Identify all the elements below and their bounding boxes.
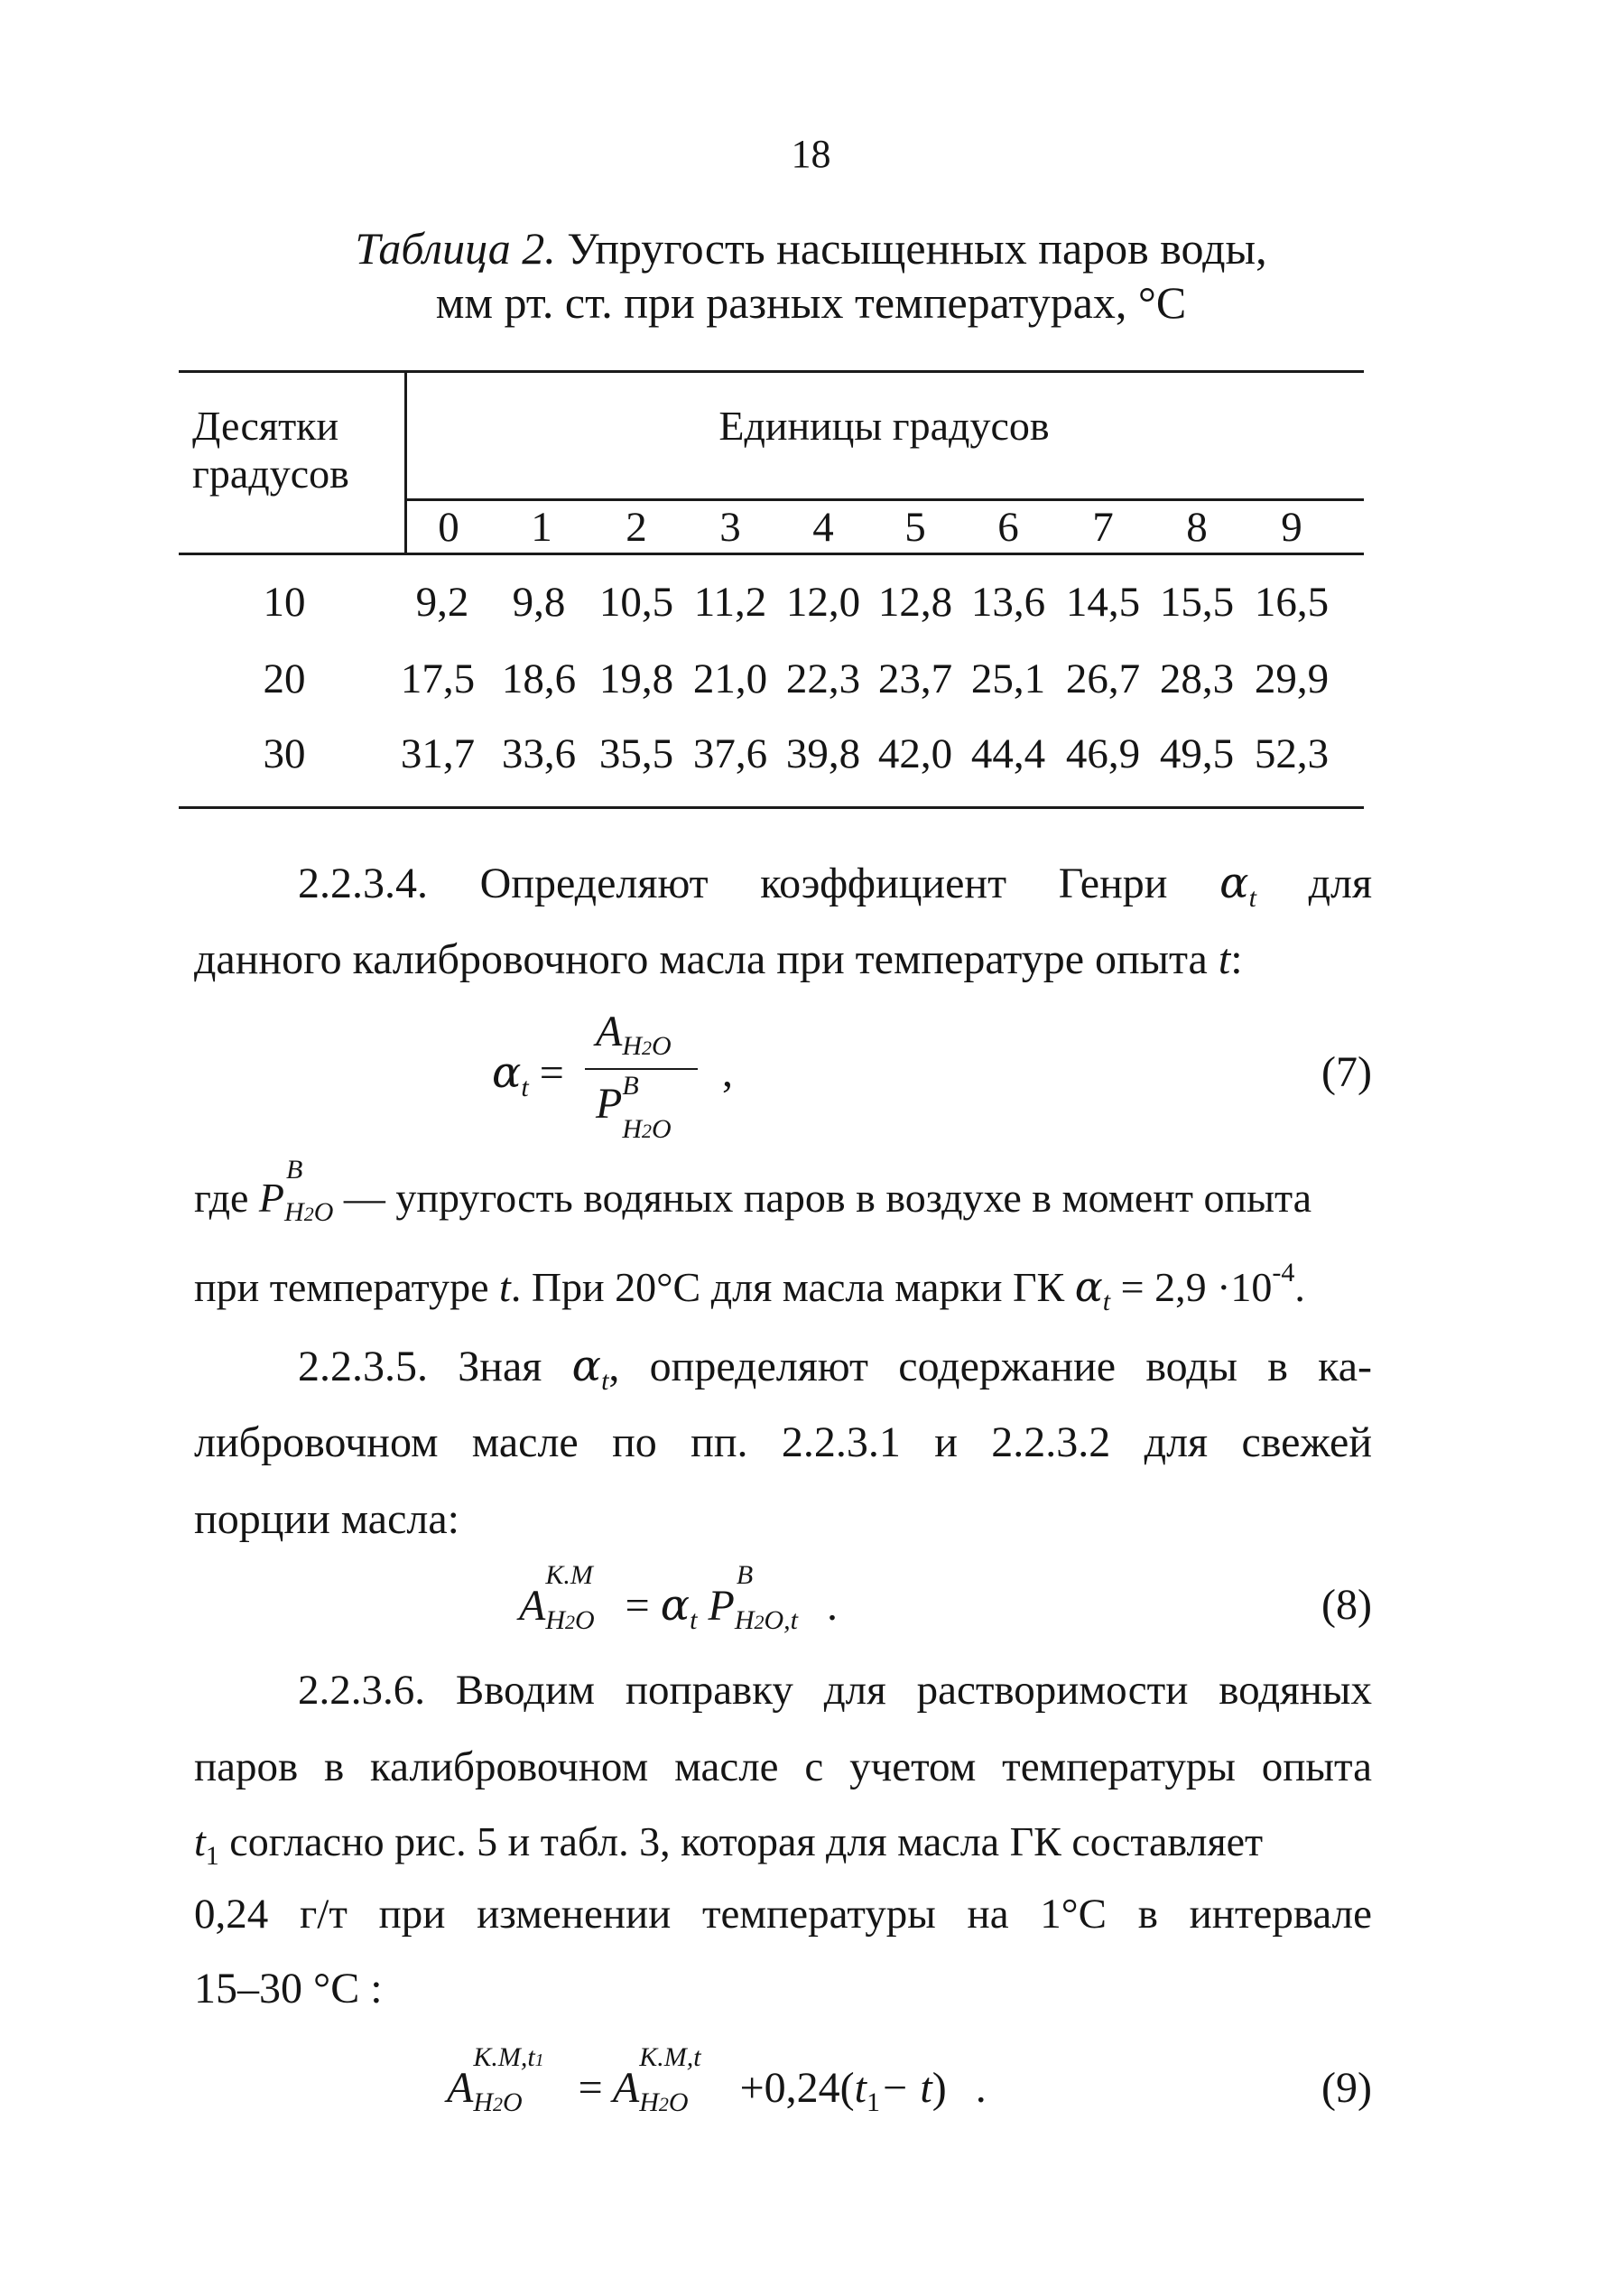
table-cell: 25,1	[970, 655, 1046, 702]
page-number: 18	[791, 132, 831, 176]
table-col-header: 7	[1092, 504, 1114, 551]
table-cell: 46,9	[1065, 730, 1141, 777]
table-row-label: 10	[263, 579, 306, 626]
table-col-header: 6	[997, 504, 1019, 551]
table-caption-text1: Упругость насыщенных паров воды,	[567, 223, 1267, 274]
eq7-denominator: P B $_{H2O}$	[596, 1071, 672, 1144]
table-row-label: 20	[263, 655, 306, 702]
table-cell: 29,9	[1254, 655, 1330, 702]
paragraph-2235-line3: порции масла:	[194, 1495, 459, 1543]
paragraph-2236-line1: 2.2.3.6. Вводим поправку для растворимости водяных	[298, 1667, 1372, 1714]
table-cell: 16,5	[1254, 579, 1330, 626]
word: для	[1308, 860, 1373, 907]
table-cell: 33,6	[501, 730, 577, 777]
table-col-header: 2	[626, 504, 647, 551]
alpha-t-symbol: $\alpha_t$, определяют содержание воды в ка-	[571, 1341, 1373, 1396]
table-cell: 44,4	[970, 730, 1046, 777]
table-cell: 9,8	[512, 579, 566, 626]
word: Определяют	[479, 860, 709, 907]
eq9-number: (9)	[1321, 2064, 1372, 2112]
table-subheader-rule	[404, 498, 1364, 501]
table-col-header: 9	[1281, 504, 1302, 551]
eq7-lhs: $\alpha_t$ =	[492, 1047, 564, 1102]
table-cell: 13,6	[970, 579, 1046, 626]
table-col-header: 0	[438, 504, 459, 551]
eq8: A K.M $_{H2O} = \alpha_t$ P B $_{H2O,t}$ .	[519, 1560, 839, 1635]
table-cell: 9,2	[415, 579, 469, 626]
paragraph-2236-line5: 15–30 °С :	[194, 1965, 383, 2012]
table-cell: 12,0	[785, 579, 861, 626]
table-cell: 22,3	[785, 655, 861, 702]
eq7-number: (7)	[1321, 1048, 1372, 1096]
eq9: A K.M,t1 $_{H2O}$ = A K.M,t $_{H2O} +0,24(t_1- t)$ .	[447, 2042, 987, 2117]
table-cell: 26,7	[1065, 655, 1141, 702]
table-top-rule	[179, 370, 1364, 373]
table-bottom-rule	[179, 806, 1364, 809]
eq7-numerator: $A_{H2O}$	[596, 1008, 672, 1061]
table-caption-line2: мм рт. ст. при разных температурах, °C	[435, 277, 1187, 328]
eq8-number: (8)	[1321, 1581, 1372, 1629]
table-col-header: 3	[719, 504, 741, 551]
table-col-header: 8	[1186, 504, 1208, 551]
table-col-header: 4	[812, 504, 834, 551]
table-row-header-line2: градусов	[192, 451, 349, 497]
table-cell: 31,7	[400, 730, 476, 777]
table-cell: 28,3	[1159, 655, 1235, 702]
table-cell: 18,6	[501, 655, 577, 702]
paragraph-2235-line1: 2.2.3.5. Зная $\alpha_t$, определяют содержание воды в ка-	[298, 1341, 1373, 1396]
table-cell: 23,7	[877, 655, 953, 702]
word: коэффициент	[760, 860, 1007, 907]
table-caption-line1	[0, 221, 1622, 275]
table-header-rule	[179, 553, 1364, 555]
table-cell: 11,2	[693, 579, 767, 626]
table-cell: 15,5	[1159, 579, 1235, 626]
table-cell: 39,8	[785, 730, 861, 777]
table-col-header: 1	[531, 504, 552, 551]
paragraph-2234-line1	[298, 858, 1372, 914]
table-cell: 35,5	[598, 730, 674, 777]
eq7-comma: ,	[722, 1048, 733, 1096]
where-line1: где P B $_{H2O}$ — упругость водяных паров в воздухе в момент опыта	[194, 1155, 1312, 1227]
table-caption-label: Таблица 2.	[355, 223, 556, 274]
table-row-label: 30	[263, 730, 306, 777]
paragraph-2236-line2: паров в калибровочном масле с учетом температуры опыта	[194, 1743, 1372, 1790]
table-cell: 10,5	[598, 579, 674, 626]
word: 2.2.3.4.	[298, 860, 428, 907]
table-cell: 49,5	[1159, 730, 1235, 777]
eq7-fraction-bar	[585, 1068, 698, 1070]
alpha-t-symbol: $\alpha_t$	[1219, 858, 1256, 913]
word: Генри	[1058, 860, 1168, 907]
table-col-header: 5	[904, 504, 926, 551]
table-row-header-line1: Десятки	[192, 403, 339, 449]
paragraph-2236-line3: $t_1$ согласно рис. 5 и табл. 3, которая для масла ГК составляет	[194, 1818, 1264, 1871]
table-cell: 17,5	[400, 655, 476, 702]
paragraph-2235-line2: либровочном масле по пп. 2.2.3.1 и 2.2.3.2 для свежей	[194, 1418, 1372, 1466]
table-cell: 19,8	[598, 655, 674, 702]
paragraph-2236-line4: 0,24 г/т при изменении температуры на 1°С в интервале	[194, 1891, 1372, 1938]
paragraph-2234-line2: данного калибровочного масла при температуре опыта t:	[194, 935, 1243, 983]
table-cell: 52,3	[1254, 730, 1330, 777]
table-cell: 42,0	[877, 730, 953, 777]
table-cell: 12,8	[877, 579, 953, 626]
table-cell: 37,6	[692, 730, 768, 777]
table-cell: 14,5	[1065, 579, 1141, 626]
table-cell: 21,0	[692, 655, 768, 702]
table-column-group-header: Единицы градусов	[718, 403, 1050, 449]
where-line2: при температуре t. При 20°С для масла марки ГК $\alpha_t = 2,9 \cdot 10^{-4}$.	[194, 1258, 1305, 1316]
